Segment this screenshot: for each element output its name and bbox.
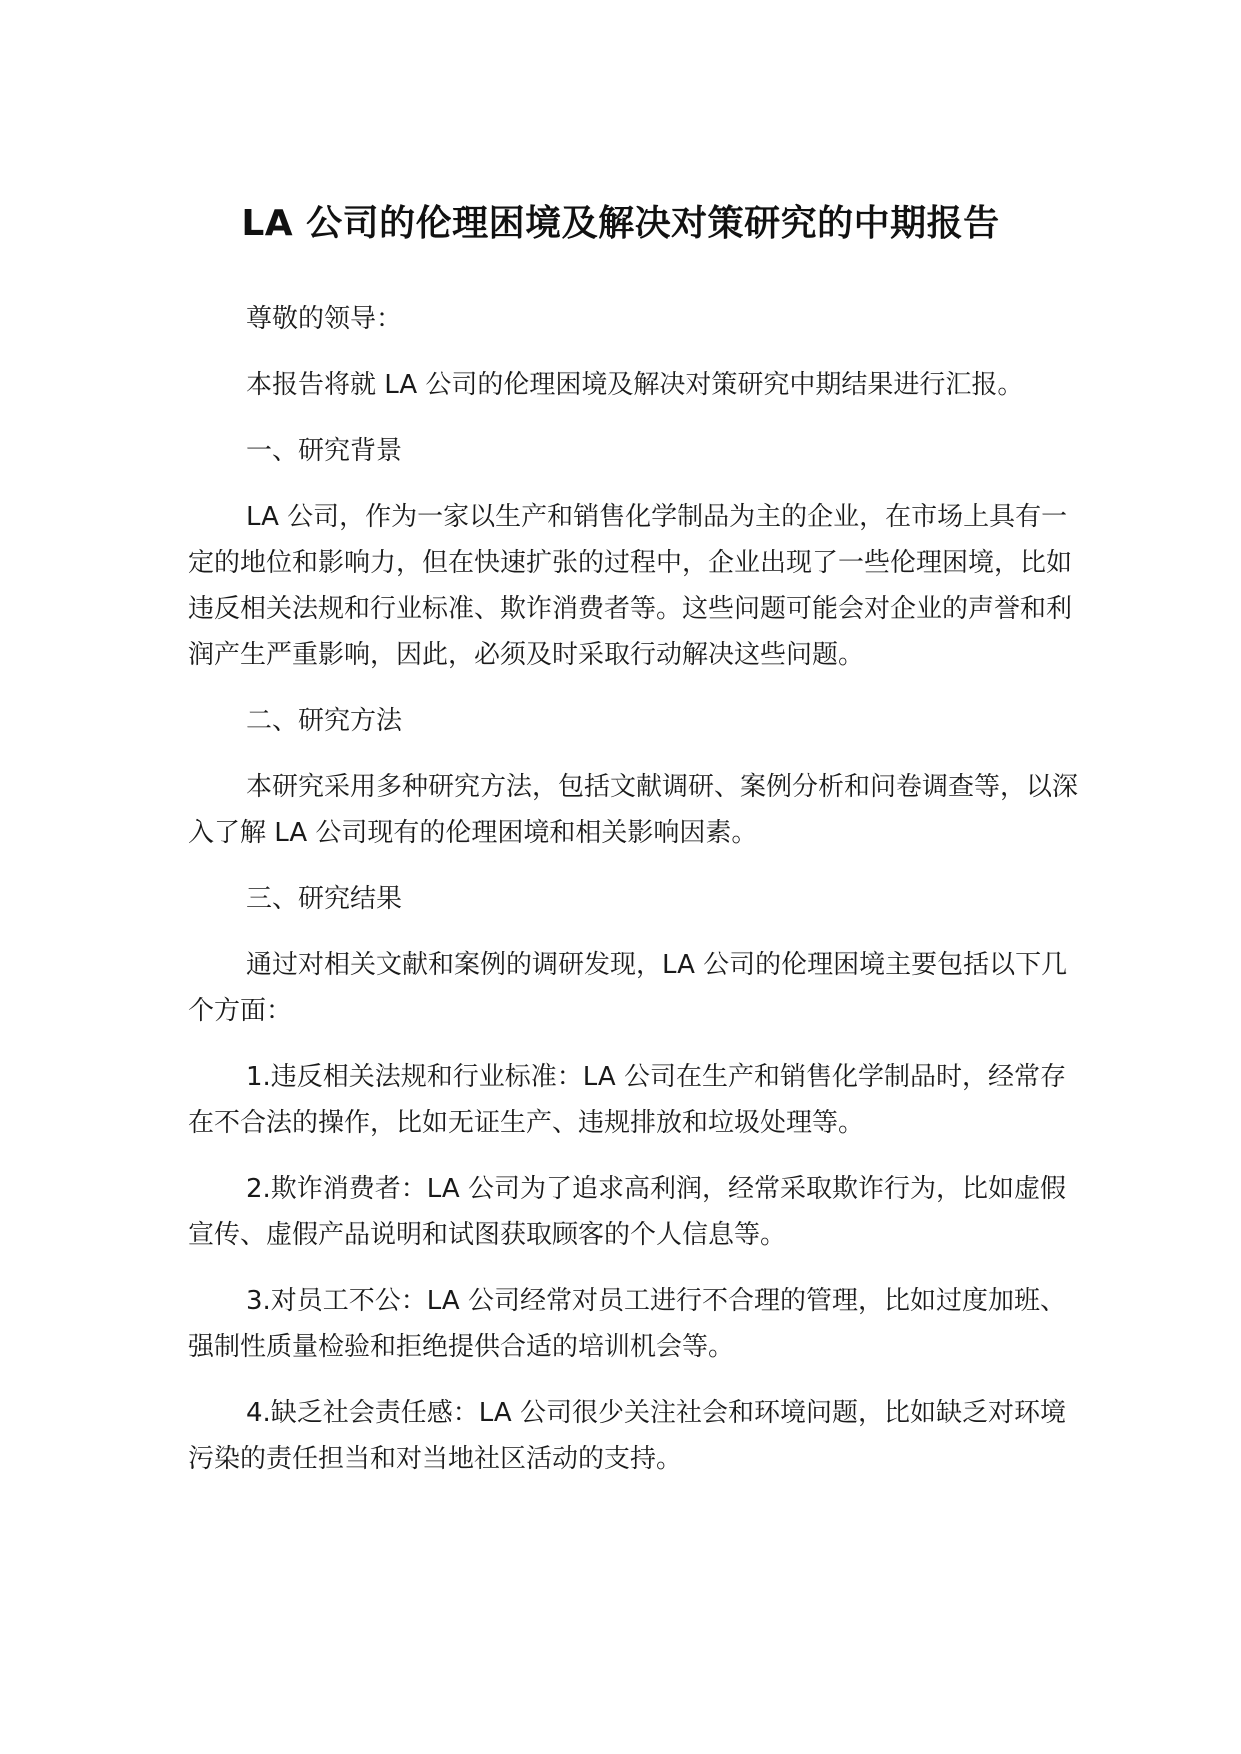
methods-paragraph: 本研究采用多种研究方法，包括文献调研、案例分析和问卷调查等，以深入了解 LA 公司现有的伦理困境和相关影响因素。 (188, 772, 1079, 848)
result-item-2: 2.欺诈消费者：LA 公司为了追求高利润，经常采取欺诈行为，比如虚假宣传、虚假产品说明和试图获取顾客的个人信息等。 (188, 1174, 1066, 1250)
result-item-1: 1.违反相关法规和行业标准：LA 公司在生产和销售化学制品时，经常存在不合法的操作，比如无证生产、违规排放和垃圾处理等。 (188, 1062, 1066, 1138)
result-item-3: 3.对员工不公：LA 公司经常对员工进行不合理的管理，比如过度加班、强制性质量检验和拒绝提供合适的培训机会等。 (188, 1286, 1066, 1362)
results-intro-paragraph: 通过对相关文献和案例的调研发现，LA 公司的伦理困境主要包括以下几个方面： (188, 950, 1068, 1026)
background-paragraph: LA 公司，作为一家以生产和销售化学制品为主的企业，在市场上具有一定的地位和影响力，但在快速扩张的过程中，企业出现了一些伦理困境，比如违反相关法规和行业标准、欺诈消费者等。这些问题可能会对企业的声誉和利润产生严重影响，因此，必须及时采取行动解决这些问题。 (188, 502, 1073, 670)
section-heading-methods: 二、研究方法 (246, 706, 403, 736)
section-heading-results: 三、研究结果 (246, 884, 403, 914)
document-title: LA 公司的伦理困境及解决对策研究的中期报告 (241, 203, 1000, 245)
document-body (188, 296, 1080, 1502)
salutation: 尊敬的领导： (246, 304, 403, 334)
intro-paragraph: 本报告将就 LA 公司的伦理困境及解决对策研究中期结果进行汇报。 (246, 370, 1024, 400)
section-heading-background: 一、研究背景 (246, 436, 403, 466)
result-item-4: 4.缺乏社会责任感：LA 公司很少关注社会和环境问题，比如缺乏对环境污染的责任担当和对当地社区活动的支持。 (188, 1398, 1066, 1474)
